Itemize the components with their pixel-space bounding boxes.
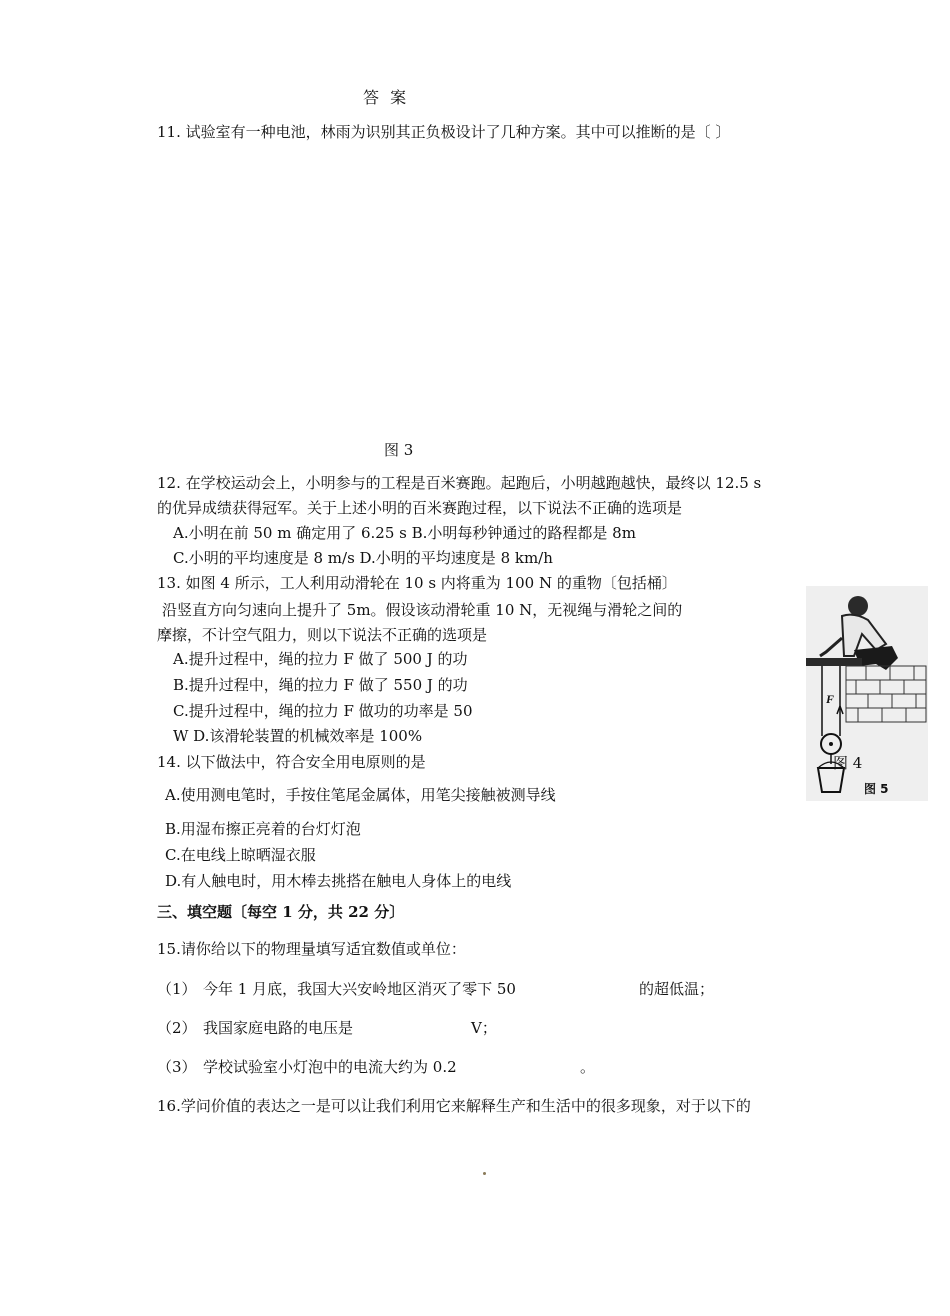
page-mark: [483, 1172, 486, 1175]
question-11: 11. 试验室有一种电池，林雨为识别其正负极设计了几种方案。其中可以推断的是〔 〕: [157, 123, 731, 141]
question-14: 14. 以下做法中，符合安全用电原则的是: [157, 753, 426, 771]
question-13-line3: 摩擦，不计空气阻力，则以下说法不正确的选项是: [157, 626, 488, 644]
figure-3-caption: 图 3: [384, 441, 414, 459]
item-tail: 的超低温；: [639, 980, 715, 998]
question-13-option-b: B.提升过程中，绳的拉力 F 做了 550 J 的功: [173, 676, 468, 694]
item-text: 我国家庭电路的电压是: [203, 1019, 354, 1037]
item-text: 今年 1 月底，我国大兴安岭地区消灭了零下 50: [203, 980, 516, 998]
item-text: 学校试验室小灯泡中的电流大约为 0.2: [203, 1058, 457, 1076]
item-number: （1）: [157, 980, 197, 998]
pulley-worker-figure: [806, 586, 928, 801]
question-13-option-d: W D.该滑轮装置的机械效率是 100%: [173, 727, 423, 745]
question-12-option-cd: C.小明的平均速度是 8 m/s D.小明的平均速度是 8 km/h: [173, 549, 553, 567]
item-number: （3）: [157, 1058, 197, 1076]
answer-title: 答 案: [363, 88, 410, 107]
question-12-option-ab: A.小明在前 50 m 确定用了 6.25 s B.小明每秒钟通过的路程都是 8m: [173, 524, 636, 542]
item-tail: V；: [471, 1019, 497, 1037]
force-label: F: [826, 692, 835, 706]
figure-4-caption: 图 4: [833, 754, 863, 772]
question-12-line1: 12. 在学校运动会上，小明参与的工程是百米赛跑。起跑后，小明越跑越快，最终以 12.5 s: [157, 474, 762, 492]
section-3-title: 三、填空题〔每空 1 分，共 22 分〕: [157, 903, 405, 921]
figure-5-label: 图 5: [864, 782, 889, 796]
question-14-option-b: B.用湿布擦正亮着的台灯灯泡: [165, 820, 361, 838]
question-14-option-d: D.有人触电时，用木棒去挑搭在触电人身体上的电线: [165, 872, 512, 890]
question-14-option-c: C.在电线上晾晒湿衣服: [165, 846, 316, 864]
question-15: 15.请你给以下的物理量填写适宜数值或单位：: [157, 940, 466, 958]
question-14-option-a: A.使用测电笔时，手按住笔尾金属体，用笔尖接触被测导线: [165, 786, 556, 804]
question-13-option-c: C.提升过程中，绳的拉力 F 做功的功率是 50: [173, 702, 473, 720]
question-12-line2: 的优异成绩获得冠军。关于上述小明的百米赛跑过程，以下说法不正确的选项是: [157, 499, 683, 517]
question-13-option-a: A.提升过程中，绳的拉力 F 做了 500 J 的功: [173, 650, 468, 668]
item-number: （2）: [157, 1019, 197, 1037]
question-16: 16.学问价值的表达之一是可以让我们利用它来解释生产和生活中的很多现象，对于以下的: [157, 1097, 751, 1115]
question-13-line2: 沿竖直方向匀速向上提升了 5m。假设该动滑轮重 10 N，无视绳与滑轮之间的: [162, 601, 683, 619]
item-tail: 。: [580, 1058, 596, 1076]
question-13-line1: 13. 如图 4 所示，工人利用动滑轮在 10 s 内将重为 100 N 的重物〔包括桶〕: [157, 574, 677, 592]
pulley-illustration-icon: [806, 586, 928, 801]
